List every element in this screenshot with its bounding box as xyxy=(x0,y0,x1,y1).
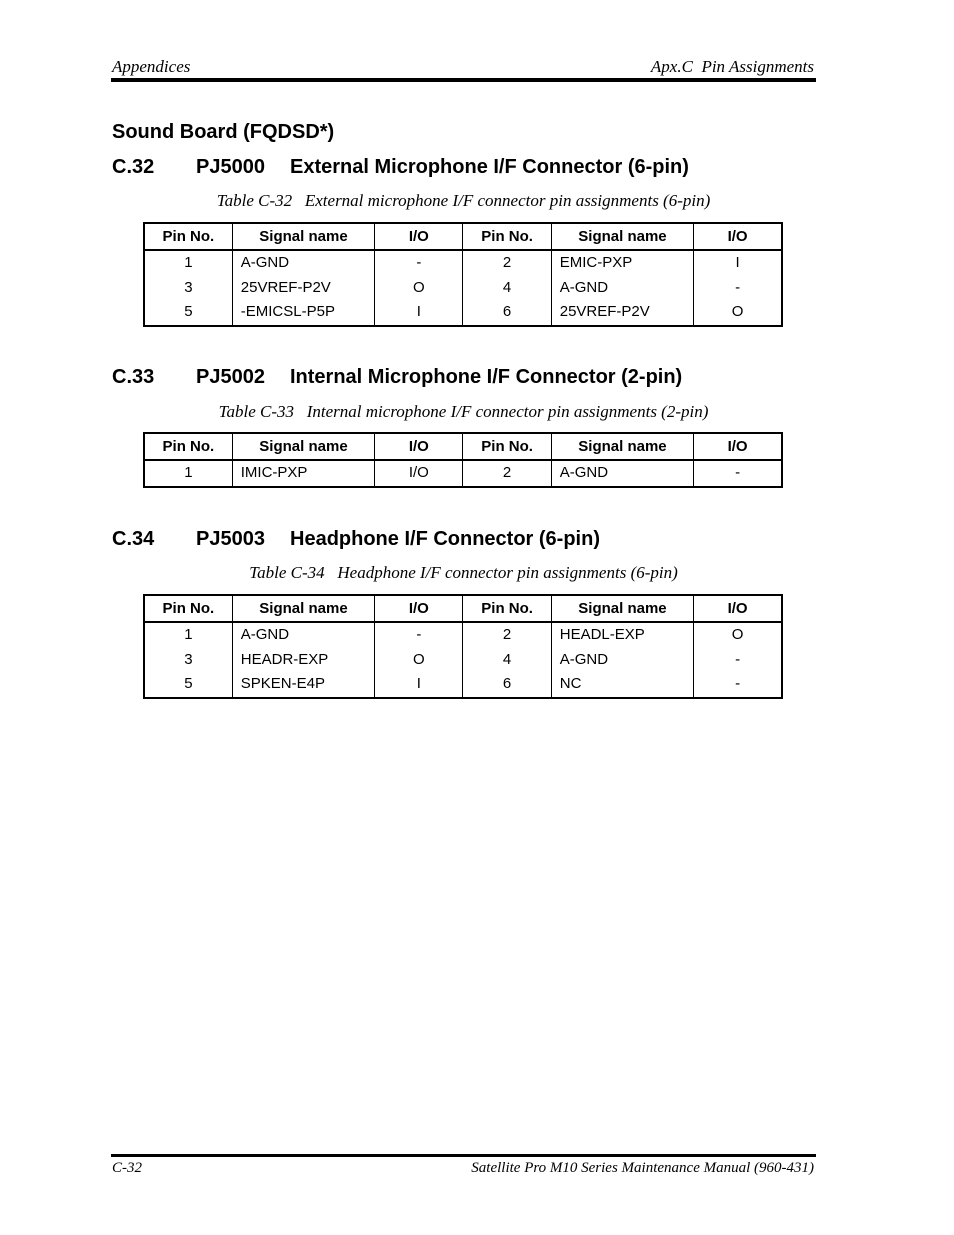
column-header: Pin No. xyxy=(144,595,232,622)
section-title: Headphone I/F Connector (6-pin) xyxy=(290,528,600,550)
section-heading-c32 xyxy=(112,156,689,179)
column-header: Pin No. xyxy=(463,223,551,250)
io-direction: - xyxy=(694,460,782,487)
column-header: Signal name xyxy=(232,595,374,622)
table-header-row xyxy=(144,223,782,250)
pin-number: 3 xyxy=(144,648,232,673)
table-row xyxy=(144,672,782,698)
pin-number: 2 xyxy=(463,250,551,276)
column-header: I/O xyxy=(694,433,782,460)
section-heading-c33 xyxy=(112,366,682,389)
io-direction: - xyxy=(375,622,463,648)
column-header: Signal name xyxy=(551,223,693,250)
column-header: Signal name xyxy=(232,223,374,250)
table-row xyxy=(144,648,782,673)
section-title: External Microphone I/F Connector (6-pin) xyxy=(290,156,689,178)
pin-table-c33 xyxy=(143,432,783,488)
section-number: C.33 xyxy=(112,366,155,388)
footer-rule xyxy=(111,1154,816,1157)
pin-number: 3 xyxy=(144,276,232,301)
signal-name: NC xyxy=(551,672,693,698)
pin-number: 1 xyxy=(144,460,232,487)
pin-number: 1 xyxy=(144,622,232,648)
signal-name: A-GND xyxy=(232,622,374,648)
section-number: C.32 xyxy=(112,156,155,178)
connector-id: PJ5003 xyxy=(196,528,265,550)
signal-name: EMIC-PXP xyxy=(551,250,693,276)
connector-id: PJ5000 xyxy=(196,156,265,178)
io-direction: O xyxy=(694,300,782,326)
io-direction: O xyxy=(694,622,782,648)
table-row xyxy=(144,460,782,487)
signal-name: 25VREF-P2V xyxy=(232,276,374,301)
io-direction: I xyxy=(694,250,782,276)
pin-table-c32 xyxy=(143,222,783,327)
signal-name: IMIC-PXP xyxy=(232,460,374,487)
table-caption-c32: Table C-32 External microphone I/F connector pin assignments (6-pin) xyxy=(216,191,711,210)
pin-number: 4 xyxy=(463,276,551,301)
column-header: I/O xyxy=(375,223,463,250)
column-header: I/O xyxy=(694,595,782,622)
section-heading-c34 xyxy=(112,528,600,551)
pin-number: 2 xyxy=(463,460,551,487)
column-header: I/O xyxy=(694,223,782,250)
column-header: Pin No. xyxy=(144,223,232,250)
table-row xyxy=(144,276,782,301)
io-direction: O xyxy=(375,276,463,301)
column-header: Signal name xyxy=(551,433,693,460)
pin-number: 5 xyxy=(144,300,232,326)
io-direction: I/O xyxy=(375,460,463,487)
page-number: C-32 xyxy=(112,1160,142,1176)
table-header-row xyxy=(144,595,782,622)
pin-number: 4 xyxy=(463,648,551,673)
pin-number: 6 xyxy=(463,300,551,326)
io-direction: - xyxy=(694,672,782,698)
column-header: Signal name xyxy=(232,433,374,460)
signal-name: HEADR-EXP xyxy=(232,648,374,673)
io-direction: - xyxy=(694,276,782,301)
signal-name: A-GND xyxy=(551,648,693,673)
pin-number: 1 xyxy=(144,250,232,276)
table-caption-c33: Table C-33 Internal microphone I/F connector pin assignments (2-pin) xyxy=(218,402,709,421)
pin-number: 2 xyxy=(463,622,551,648)
io-direction: I xyxy=(375,672,463,698)
table-caption-c34: Table C-34 Headphone I/F connector pin assignments (6-pin) xyxy=(249,563,678,582)
table-row xyxy=(144,250,782,276)
table-row xyxy=(144,622,782,648)
pin-number: 5 xyxy=(144,672,232,698)
pin-number: 6 xyxy=(463,672,551,698)
io-direction: - xyxy=(694,648,782,673)
signal-name: A-GND xyxy=(551,276,693,301)
header-rule xyxy=(111,78,816,82)
running-header-left: Appendices xyxy=(112,57,191,76)
signal-name: A-GND xyxy=(232,250,374,276)
column-header: Pin No. xyxy=(463,595,551,622)
io-direction: - xyxy=(375,250,463,276)
manual-title: Satellite Pro M10 Series Maintenance Manual (960-431) xyxy=(471,1160,814,1176)
running-header-right: Apx.C Pin Assignments xyxy=(650,57,814,76)
section-number: C.34 xyxy=(112,528,155,550)
io-direction: O xyxy=(375,648,463,673)
signal-name: A-GND xyxy=(551,460,693,487)
column-header: Signal name xyxy=(551,595,693,622)
signal-name: SPKEN-E4P xyxy=(232,672,374,698)
connector-id: PJ5002 xyxy=(196,366,265,388)
pin-table-c34 xyxy=(143,594,783,699)
column-header: I/O xyxy=(375,433,463,460)
column-header: I/O xyxy=(375,595,463,622)
column-header: Pin No. xyxy=(463,433,551,460)
io-direction: I xyxy=(375,300,463,326)
signal-name: HEADL-EXP xyxy=(551,622,693,648)
section-title: Internal Microphone I/F Connector (2-pin) xyxy=(290,366,683,388)
table-header-row xyxy=(144,433,782,460)
column-header: Pin No. xyxy=(144,433,232,460)
board-title: Sound Board (FQDSD*) xyxy=(112,121,335,143)
table-row xyxy=(144,300,782,326)
signal-name: 25VREF-P2V xyxy=(551,300,693,326)
signal-name: -EMICSL-P5P xyxy=(232,300,374,326)
